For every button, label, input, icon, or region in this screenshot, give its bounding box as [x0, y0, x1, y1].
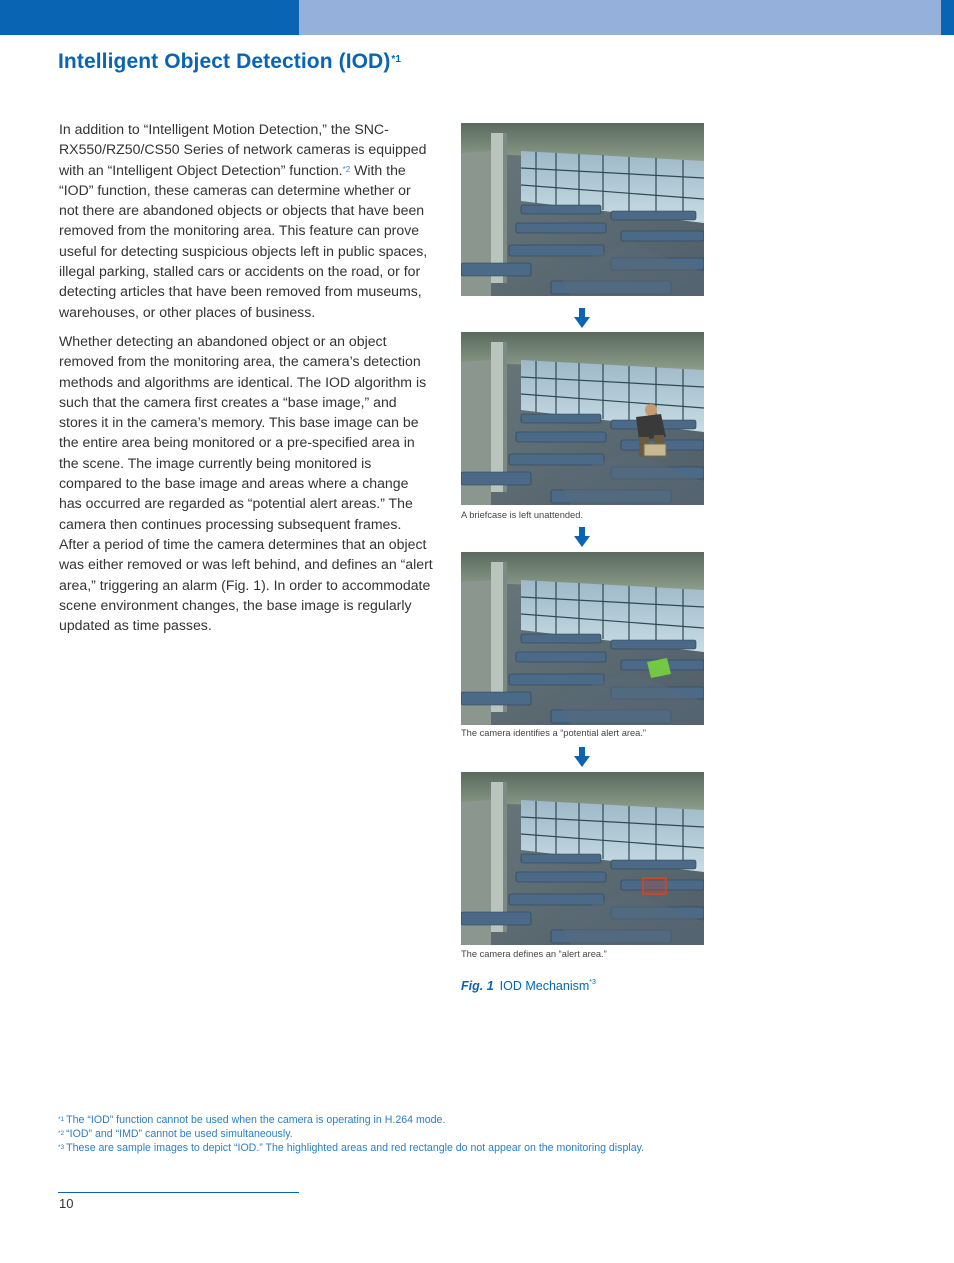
footnote-2-mark: *2 [58, 1130, 65, 1137]
caption-alert-area: The camera defines an “alert area.” [461, 949, 607, 959]
arrow-down-icon [574, 527, 590, 547]
paragraph-2: Whether detecting an abandoned object or an object removed from the monitoring area, the camera’s detection methods and algorithms are identical. The IOD algorithm is such that the camera first creates a “base image,” and stores it in the camera’s memory. This base image can be the entire area being monitored or a pre-specified area in the scene. The image currently being monitored is compared to the base image and areas where a change has occurred are regarded as “potential alert areas.” The camera then continues processing subsequent frames. After a period of time the camera determines that an object was either removed or was left behind, and defines an “alert area,” triggering an alarm (Fig. 1). In order to accommodate scene environment changes, the base image is regularly updated as time passes. [59, 332, 433, 634]
caption-briefcase: A briefcase is left unattended. [461, 510, 583, 520]
page-title [58, 50, 401, 74]
footnote-1-text: The “IOD” function cannot be used when the camera is operating in H.264 mode. [66, 1114, 446, 1126]
header-bar-dark [0, 0, 299, 35]
arrow-down-icon [574, 308, 590, 328]
footnote-ref-3: *3 [589, 979, 596, 986]
page-number: 10 [59, 1196, 74, 1211]
footnote-ref-2: *2 [342, 164, 351, 174]
footnote-1 [58, 1113, 644, 1127]
figure-title: IOD Mechanism [499, 979, 590, 993]
header-bar-edge [941, 0, 954, 35]
footnote-3 [58, 1141, 644, 1155]
paragraph-1-part-a: In addition to “Intelligent Motion Detection,” the SNC-RX550/RZ50/CS50 Series of network cameras is equipped with an “Intelligent Object Detection” function. [59, 121, 427, 178]
footnotes [58, 1113, 644, 1155]
figure-number: Fig. 1 [461, 979, 494, 993]
caption-potential-alert: The camera identifies a “potential alert area.” [461, 728, 646, 738]
figure-caption [461, 979, 596, 993]
footnote-2-text: “IOD” and “IMD” cannot be used simultaneously. [66, 1128, 293, 1140]
body-text [59, 119, 433, 644]
arrow-down-icon [574, 747, 590, 767]
page-title-text: Intelligent Object Detection (IOD) [58, 50, 391, 73]
briefcase [644, 444, 666, 456]
header-bar-light [299, 0, 941, 35]
footnote-3-mark: *3 [58, 1144, 65, 1151]
iod-photo-alert-area [461, 772, 704, 945]
iod-photo-potential-alert [461, 552, 704, 725]
footnote-2 [58, 1127, 644, 1141]
footnote-3-text: These are sample images to depict “IOD.” The highlighted areas and red rectangle do not appear on the monitoring display. [66, 1142, 645, 1154]
paragraph-1 [59, 119, 433, 322]
iod-photo-briefcase-left [461, 332, 704, 505]
title-footnote-ref: *1 [391, 54, 402, 65]
footer-rule [58, 1192, 299, 1193]
alert-area-rectangle [643, 878, 666, 894]
iod-photo-base [461, 123, 704, 296]
paragraph-1-part-b: With the “IOD” function, these cameras can determine whether or not there are abandoned objects or objects that have been removed from the monitoring area. This feature can prove useful for detecting suspicious objects left in public spaces, illegal parking, stalled cars or accidents on the road, or for detecting articles that have been removed from museums, warehouses, or other places of business. [59, 161, 428, 320]
footnote-1-mark: *1 [58, 1116, 65, 1123]
